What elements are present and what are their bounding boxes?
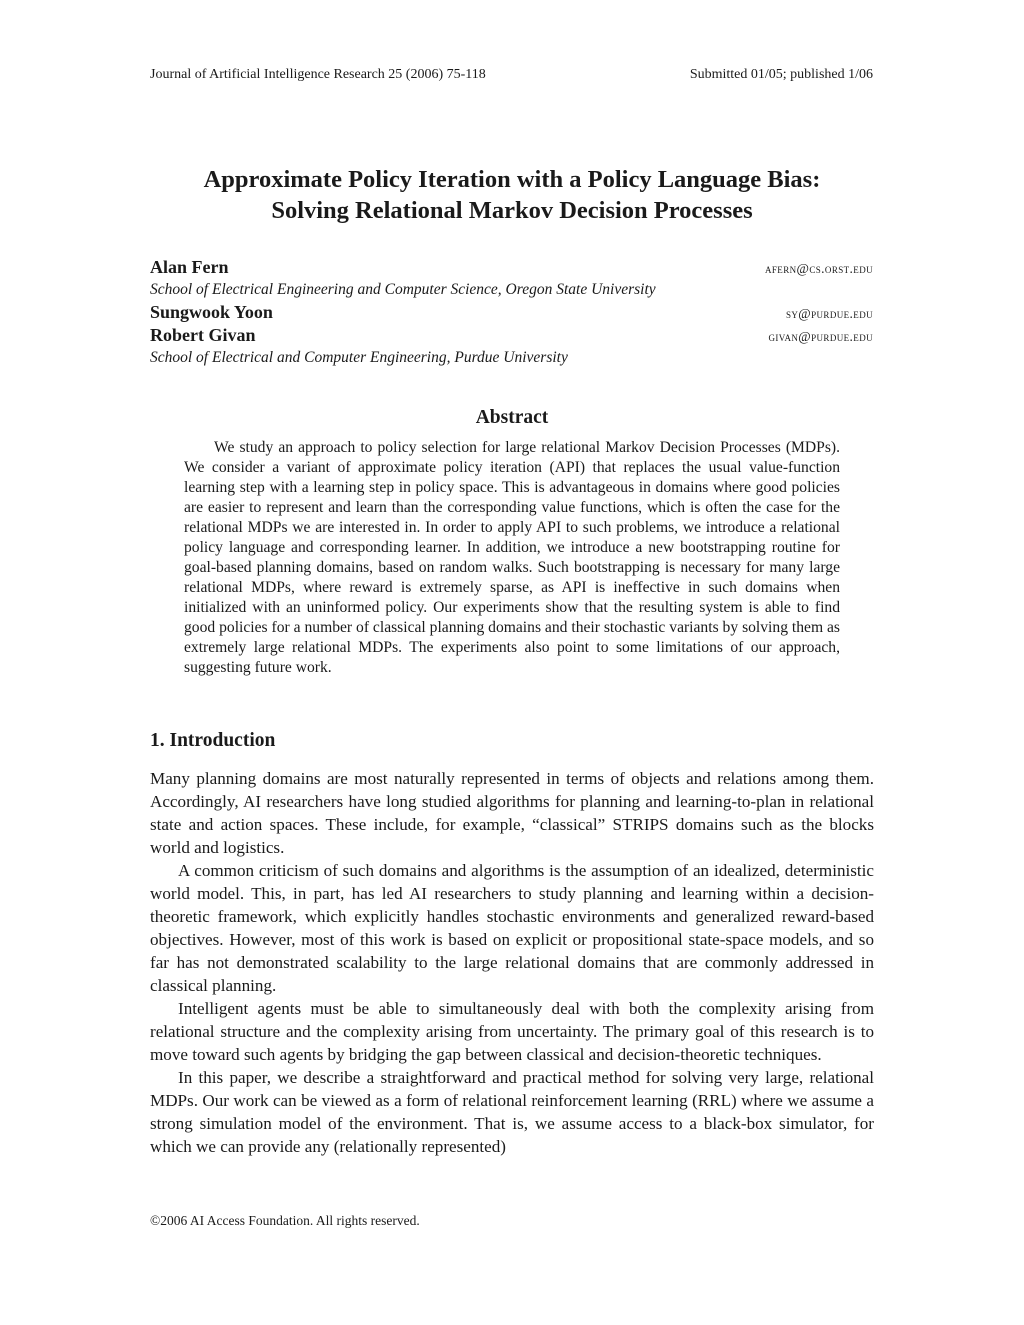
author-email: givan@purdue.edu xyxy=(768,329,873,344)
author-affiliation: School of Electrical and Computer Engineering, Purdue University xyxy=(150,349,568,366)
journal-citation: Journal of Artificial Intelligence Research 25 (2006) 75-118 xyxy=(150,67,486,82)
abstract-text: We study an approach to policy selection for large relational Markov Decision Processes (MDPs). We consider a variant of approximate policy iteration (API) that replaces the usual value-function learning step with a learning step in policy space. This is advantageous in domains where good policies are easier to represent and learn than the corresponding value functions, which is often the case for the relational MDPs we are interested in. In order to apply API to such problems, we introduce a relational policy language and corresponding learner. In addition, we introduce a new bootstrapping routine for goal-based planning domains, based on random walks. Such bootstrapping is necessary for many large relational MDPs, where reward is extremely sparse, as API is ineffective in such domains when initialized with an uninformed policy. Our experiments show that the resulting system is able to find good policies for a number of classical planning domains and their stochastic variants by solving them as extremely large relational MDPs. The experiments also point to some limitations of our approach, suggesting future work. xyxy=(184,439,840,676)
paragraph: Many planning domains are most naturally represented in terms of objects and relations among them. Accordingly, AI researchers have long studied algorithms for planning and learning-to-plan in relational state and action spaces. These include, for example, “classical” STRIPS domains such as the blocks world and logistics. xyxy=(150,769,874,857)
author-email: afern@cs.orst.edu xyxy=(765,261,873,276)
paragraph: In this paper, we describe a straightforward and practical method for solving very large, relational MDPs. Our work can be viewed as a form of relational reinforcement learning (RRL) where we assume a strong simulation model of the environment. That is, we assume access to a black-box simulator, for which we can provide any (relationally represented) xyxy=(150,1068,874,1156)
author-name: Robert Givan xyxy=(150,325,256,345)
author-email: sy@purdue.edu xyxy=(785,306,873,321)
author-affiliation: School of Electrical Engineering and Computer Science, Oregon State University xyxy=(150,281,656,298)
title-line-1: Approximate Policy Iteration with a Policy Language Bias: xyxy=(203,166,821,193)
paper-title xyxy=(0,164,1024,226)
author-name: Sungwook Yoon xyxy=(150,302,273,322)
section-body xyxy=(150,767,874,1158)
title-line-2: Solving Relational Markov Decision Processes xyxy=(271,197,753,224)
paragraph: Intelligent agents must be able to simultaneously deal with both the complexity arising from relational structure and the complexity arising from uncertainty. The primary goal of this research is to move toward such agents by bridging the gap between classical and decision-theoretic techniques. xyxy=(150,999,874,1064)
section-heading: 1. Introduction xyxy=(150,730,276,751)
copyright-footer: ©2006 AI Access Foundation. All rights reserved. xyxy=(150,1213,420,1228)
author-name: Alan Fern xyxy=(150,257,229,277)
submission-dates: Submitted 01/05; published 1/06 xyxy=(689,67,873,82)
paragraph: A common criticism of such domains and algorithms is the assumption of an idealized, deterministic world model. This, in part, has led AI researchers to study planning and learning within a decision-theoretic framework, which explicitly handles stochastic environments and generalized reward-based objectives. However, most of this work is based on explicit or propositional state-space models, and so far has not demonstrated scalability to the large relational domains that are commonly addressed in classical planning. xyxy=(150,861,874,995)
abstract-heading: Abstract xyxy=(475,407,549,428)
